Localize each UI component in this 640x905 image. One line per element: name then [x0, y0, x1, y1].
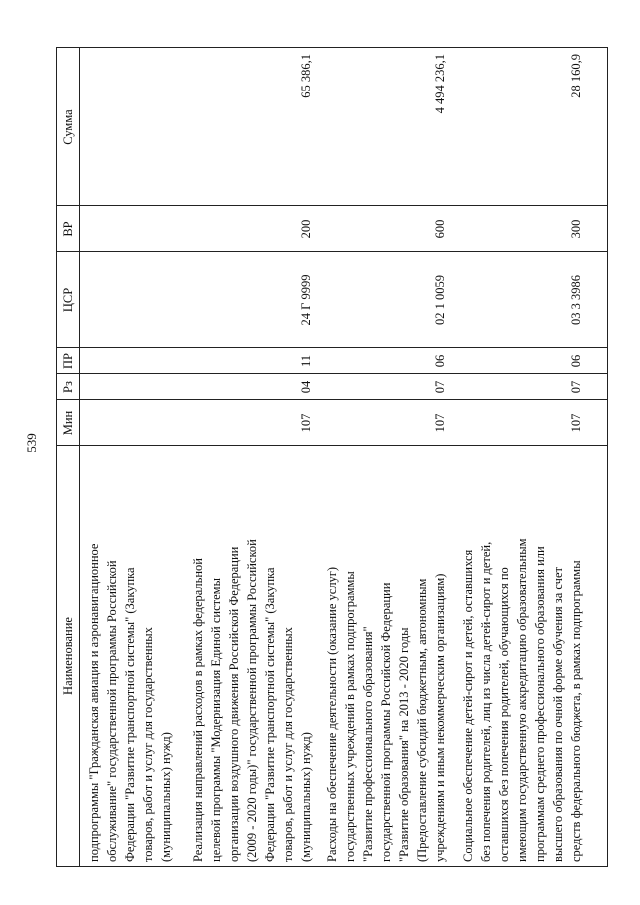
- header-csr: ЦСР: [61, 287, 75, 313]
- cell-csr: 02 1 0059: [433, 275, 447, 325]
- name-line: Федерации "Развитие транспортной системы" (Закупка: [123, 567, 137, 862]
- name-line: (муниципальных) нужд): [159, 732, 173, 862]
- cell-pr: 06: [569, 354, 583, 368]
- name-line: обслуживание" государственной программы Российской: [105, 560, 119, 862]
- cell-rz: 04: [299, 380, 313, 394]
- col-divider: [57, 347, 607, 348]
- name-line: Федерации "Развитие транспортной системы" (Закупка: [263, 567, 277, 862]
- name-line: "Развитие образования" на 2013 - 2020 годы: [397, 627, 411, 862]
- header-rz: Рз: [61, 381, 75, 393]
- cell-vr: 200: [299, 219, 313, 239]
- name-line: имеющим государственную аккредитацию образовательным: [515, 538, 529, 862]
- cell-csr: 24 Г 9999: [299, 274, 313, 326]
- name-line: (Предоставление субсидий бюджетным, автономным: [415, 578, 429, 862]
- cell-vr: 300: [569, 219, 583, 239]
- name-line: без попечения родителей, лиц из числа детей-сирот и детей,: [479, 541, 493, 862]
- name-line: средств федерального бюджета, в рамках подпрограммы: [569, 560, 583, 862]
- cell-sum: 4 494 236,1: [433, 54, 447, 114]
- page-number: 539: [24, 433, 39, 453]
- cell-sum: 28 160,9: [569, 54, 583, 98]
- cell-pr: 06: [433, 354, 447, 368]
- name-line: оставшихся без попечения родителей, обучающихся по: [497, 567, 511, 862]
- table-row-name: [85, 450, 175, 862]
- name-line: "Развитие профессионального образования": [361, 626, 375, 862]
- name-line: программам среднего профессионального образования или: [533, 546, 547, 862]
- header-min: Мин: [61, 410, 75, 436]
- cell-min: 107: [299, 413, 313, 433]
- table-row-name: [189, 450, 315, 862]
- col-divider: [57, 251, 607, 252]
- col-divider: [57, 399, 607, 400]
- name-line: высшего образования по очной форме обучения за счет: [551, 567, 565, 862]
- name-line: Социальное обеспечение детей-сирот и детей, оставшихся: [461, 549, 475, 862]
- cell-rz: 07: [433, 380, 447, 394]
- name-line: (2009 - 2020 годы)" государственной программы Российской: [245, 539, 259, 862]
- name-line: Расходы на обеспечение деятельности (оказание услуг): [325, 566, 339, 862]
- table-row-name: [459, 450, 585, 862]
- header-pr: ПР: [61, 353, 75, 369]
- cell-sum: 65 386,1: [299, 54, 313, 98]
- budget-table: [56, 47, 608, 867]
- header-name: Наименование: [61, 617, 75, 695]
- name-line: подпрограммы "Гражданская авиация и аэронавигационное: [87, 543, 101, 862]
- header-sum: Сумма: [61, 109, 75, 145]
- name-line: (муниципальных) нужд): [299, 732, 313, 862]
- cell-min: 107: [569, 413, 583, 433]
- table-row-name: [323, 450, 449, 862]
- col-divider: [57, 373, 607, 374]
- name-line: государственных учреждений в рамках подпрограммы: [343, 571, 357, 862]
- cell-pr: 11: [299, 354, 313, 368]
- cell-csr: 03 3 3986: [569, 275, 583, 325]
- header-divider: [79, 48, 80, 866]
- name-line: Реализация направлений расходов в рамках федеральной: [191, 558, 205, 862]
- col-divider: [57, 445, 607, 446]
- col-divider: [57, 205, 607, 206]
- cell-rz: 07: [569, 380, 583, 394]
- cell-vr: 600: [433, 219, 447, 239]
- header-vr: ВР: [61, 221, 75, 237]
- name-line: товаров, работ и услуг для государственных: [281, 627, 295, 862]
- name-line: товаров, работ и услуг для государственных: [141, 627, 155, 862]
- name-line: учреждениям и иным некоммерческим организациям): [433, 573, 447, 862]
- name-line: целевой программы "Модернизация Единой системы: [209, 578, 223, 862]
- name-line: организации воздушного движения Российской Федерации: [227, 546, 241, 862]
- name-line: государственной программы Российской Федерации: [379, 582, 393, 862]
- cell-min: 107: [433, 413, 447, 433]
